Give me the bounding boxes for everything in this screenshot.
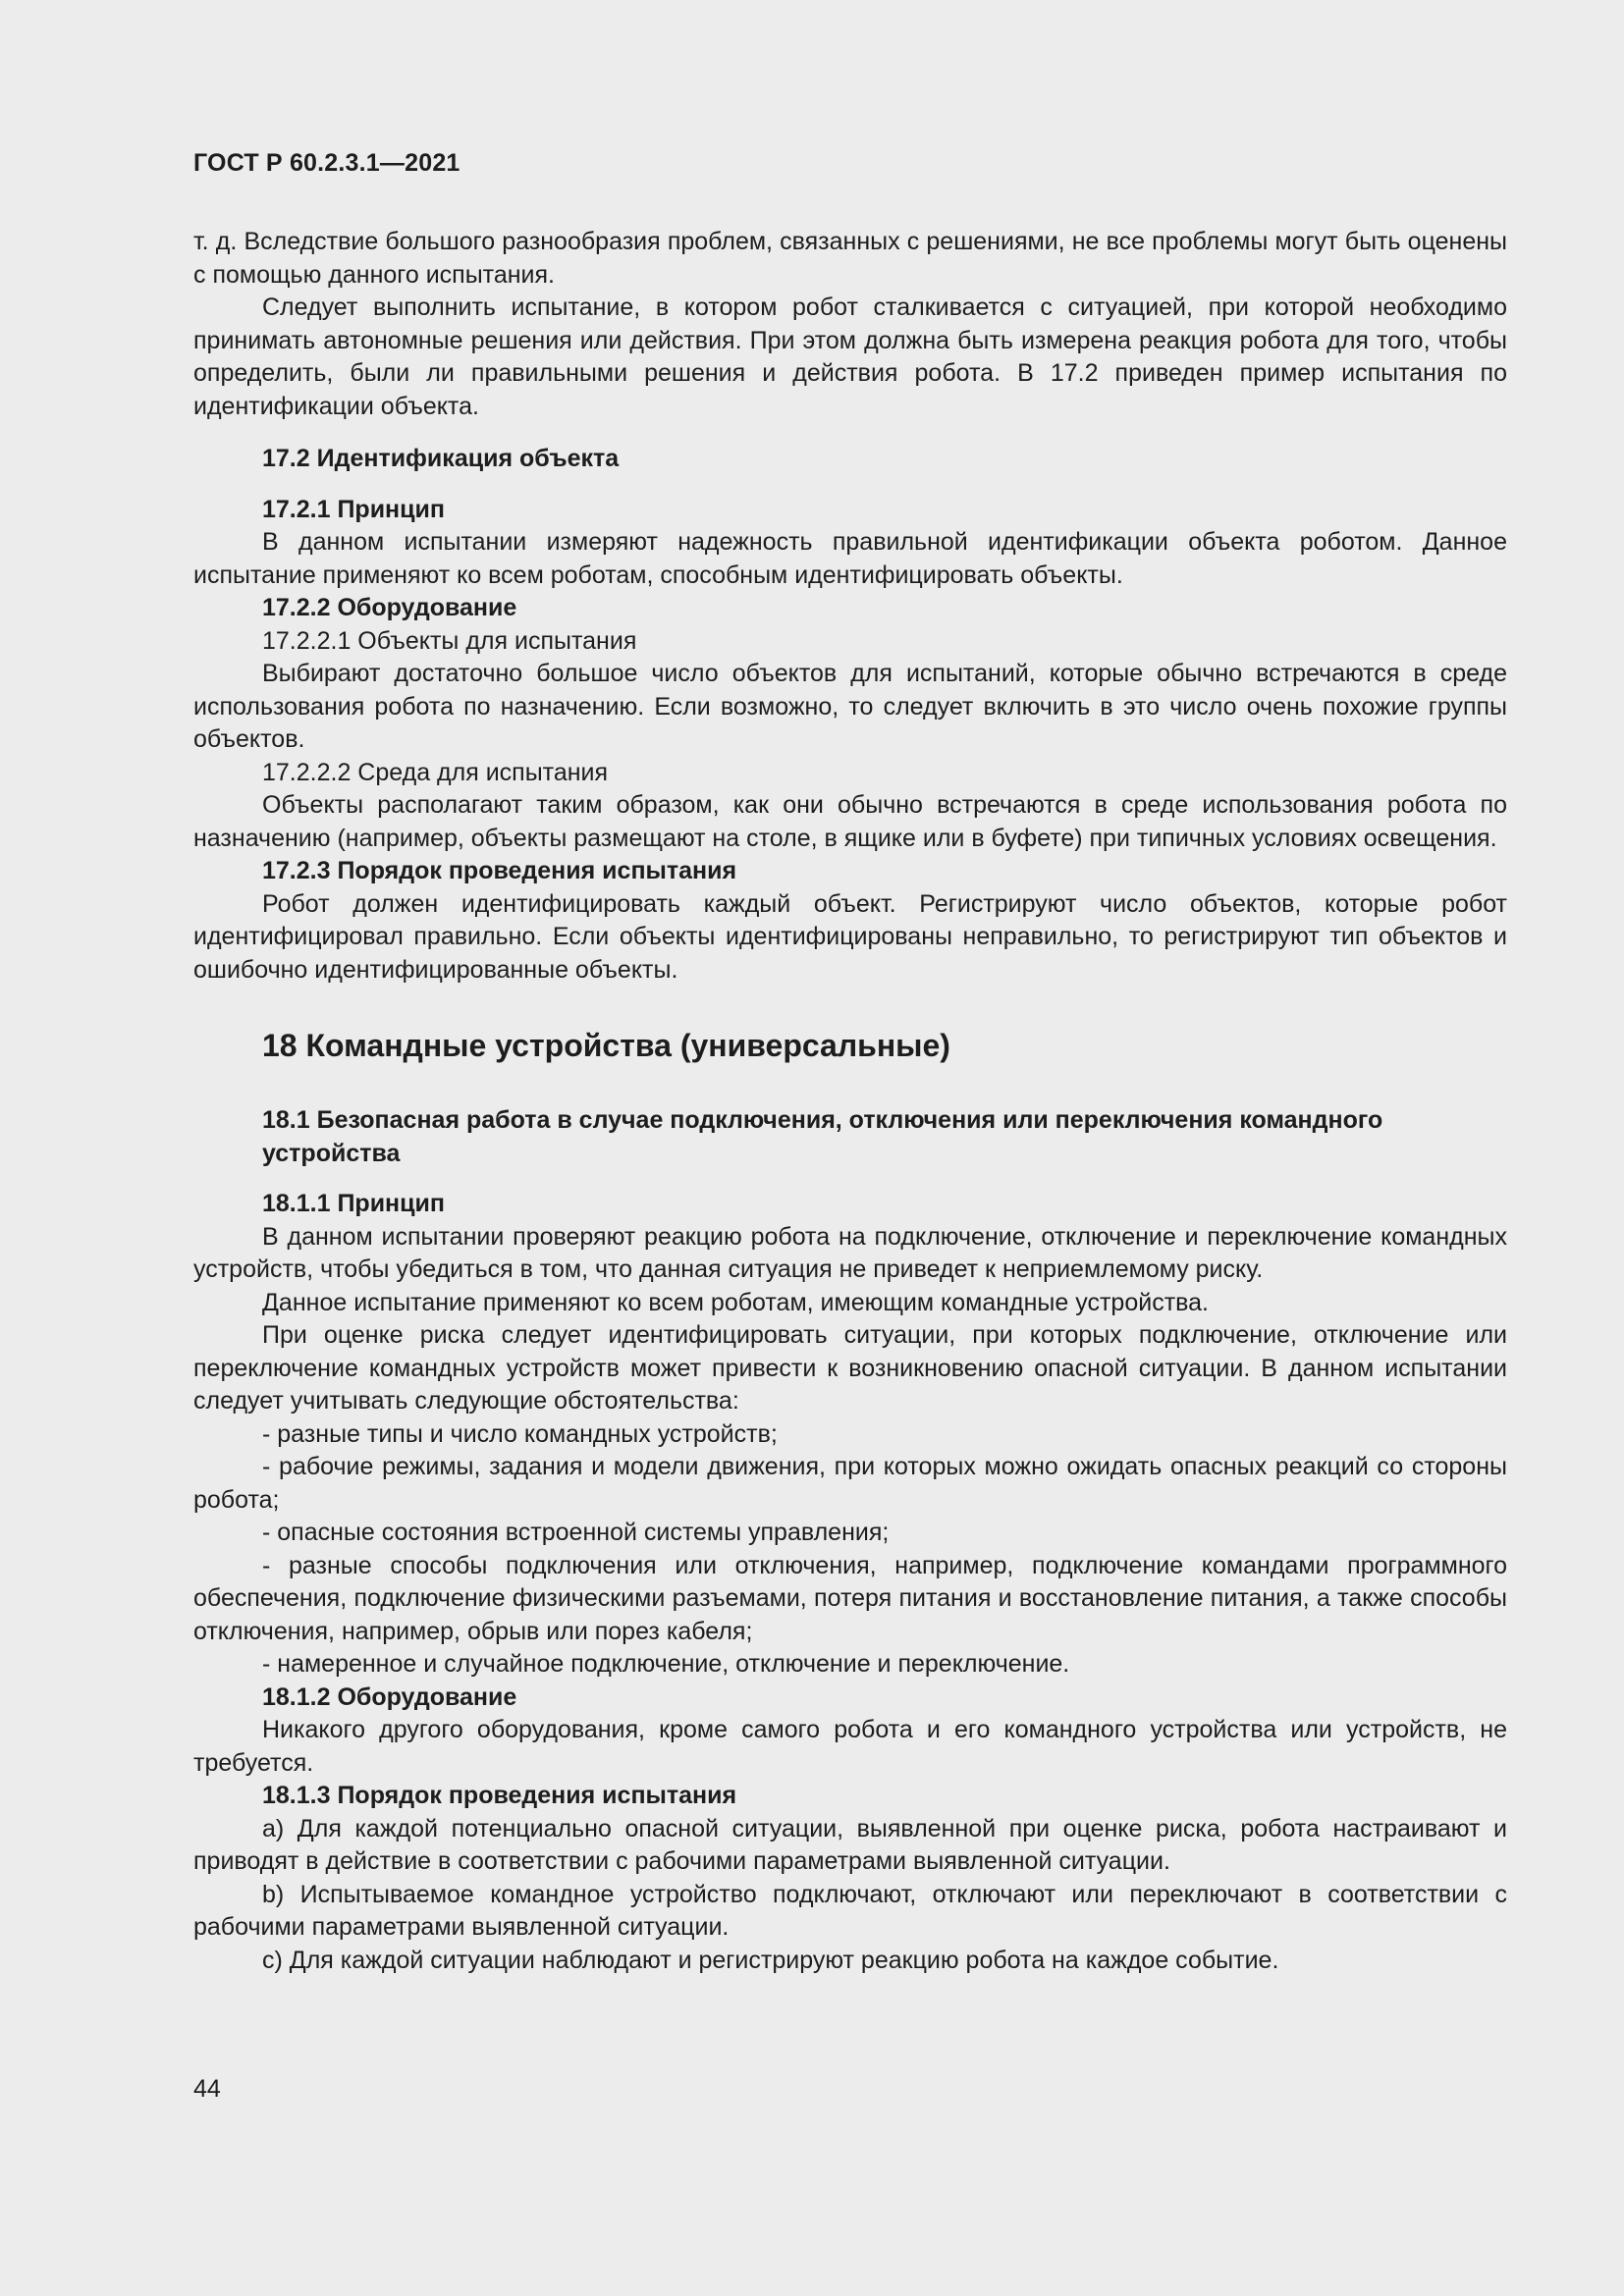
clause-heading: 18.1.2 Оборудование (262, 1682, 517, 1711)
page-number: 44 (193, 2075, 221, 2103)
paragraph: При оценке риска следует идентифицировать ситуации, при которых подключение, отключение или переключение командных устройств может привести к возникновению опасной ситуации. В данном испытании следует учитывать следующие обстоятельства: (193, 1321, 1507, 1415)
paragraph: - разные типы и число командных устройств; (262, 1419, 778, 1448)
spacer (193, 1065, 1507, 1104)
clause-heading: 18.1.1 Принцип (262, 1190, 445, 1217)
paragraph: Данное испытание применяют ко всем роботам, имеющим командные устройства. (262, 1288, 1209, 1316)
spacer (193, 476, 1507, 494)
paragraph: Следует выполнить испытание, в котором робот сталкивается с ситуацией, при которой необходимо принимать автономные решения или действия. При этом должна быть измерена реакция робота для того, чтобы определить, были ли правильными решения и действия робота. В 17.2 приведен пример испытания по идентификации объекта. (193, 294, 1507, 420)
paragraph: c) Для каждой ситуации наблюдают и регистрируют реакцию робота на каждое событие. (262, 1946, 1279, 1974)
paragraph: 17.2.2.2 Среда для испытания (262, 758, 609, 786)
clause-heading: 17.2.3 Порядок проведения испытания (262, 857, 737, 884)
paragraph: Никакого другого оборудования, кроме самого робота и его командного устройства или устройств, не требуется. (193, 1716, 1507, 1777)
paragraph: a) Для каждой потенциально опасной ситуации, выявленной при оценке риска, робота настраивают и приводят в действие в соответствии с рабочими параметрами выявленной ситуации. (193, 1814, 1507, 1875)
spacer (193, 987, 1507, 1026)
document-body (193, 226, 1507, 1977)
document-code-header: ГОСТ Р 60.2.3.1—2021 (193, 149, 460, 177)
clause-heading: 17.2.1 Принцип (262, 495, 445, 523)
paragraph: - намеренное и случайное подключение, отключение и переключение. (262, 1650, 1070, 1678)
clause-heading: 18.1.3 Порядок проведения испытания (262, 1782, 737, 1809)
paragraph: Объекты располагают таким образом, как они обычно встречаются в среде использования робота по назначению (например, объекты размещают на столе, в ящике или в буфете) при типичных условиях освещения. (193, 791, 1507, 852)
paragraph: - разные способы подключения или отключения, например, подключение командами программного обеспечения, подключение физическими разъемами, потеря питания и восстановление питания, а также способы отключения, например, обрыв или порез кабеля; (193, 1551, 1507, 1645)
paragraph: Выбирают достаточно большое число объектов для испытаний, которые обычно встречаются в среде использования робота по назначению. Если возможно, то следует включить в это число очень похожие группы объектов. (193, 660, 1507, 753)
paragraph: - опасные состояния встроенной системы управления; (262, 1519, 890, 1546)
paragraph: т. д. Вследствие большого разнообразия проблем, связанных с решениями, не все проблемы могут быть оценены с помощью данного испытания. (193, 228, 1507, 289)
paragraph: В данном испытании измеряют надежность правильной идентификации объекта роботом. Данное испытание применяют ко всем роботам, способным идентифицировать объекты. (193, 528, 1507, 589)
spacer (193, 423, 1507, 443)
document-page (193, 0, 1507, 2296)
paragraph: - рабочие режимы, задания и модели движения, при которых можно ожидать опасных реакций со стороны робота; (193, 1453, 1507, 1514)
paragraph: b) Испытываемое командное устройство подключают, отключают или переключают в соответствии с рабочими параметрами выявленной ситуации. (193, 1880, 1507, 1941)
section-heading: 18 Командные устройства (универсальные) (262, 1028, 950, 1063)
subsection-heading: 17.2 Идентификация объекта (262, 445, 620, 472)
spacer (193, 1170, 1507, 1188)
clause-heading: 17.2.2 Оборудование (262, 594, 517, 621)
paragraph: Робот должен идентифицировать каждый объект. Регистрируют число объектов, которые робот идентифицировал правильно. Если объекты идентифицированы неправильно, то регистрируют тип объектов и ошибочно идентифицированные объекты. (193, 889, 1507, 984)
paragraph: В данном испытании проверяют реакцию робота на подключение, отключение и переключение командных устройств, чтобы убедиться в том, что данная ситуация не приведет к неприемлемому риску. (193, 1222, 1507, 1283)
paragraph: 17.2.2.1 Объекты для испытания (262, 626, 637, 655)
subsection-heading: 18.1 Безопасная работа в случае подключения, отключения или переключения командного устройства (262, 1106, 1383, 1167)
